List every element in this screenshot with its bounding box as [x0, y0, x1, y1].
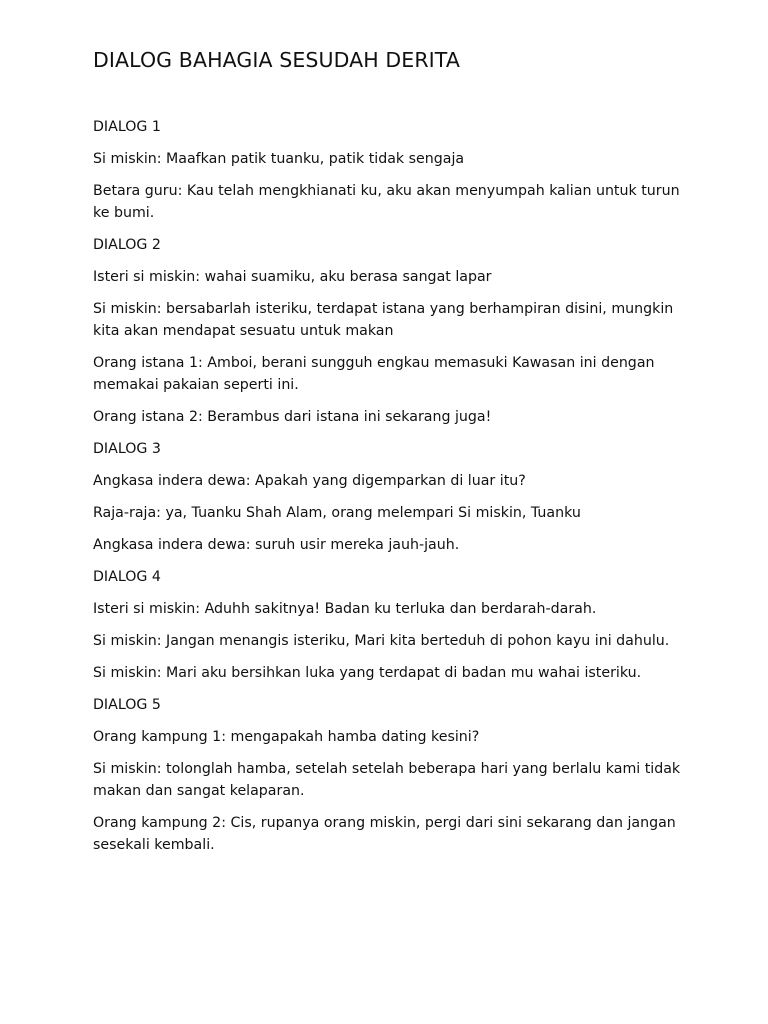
dialog-line: Si miskin: bersabarlah isteriku, terdapat istana yang berhampiran disini, mungkin kita akan mendapat sesuatu untuk makan [93, 301, 674, 339]
section-heading: DIALOG 1 [93, 119, 161, 135]
section-heading: DIALOG 5 [93, 697, 161, 713]
document-title: DIALOG BAHAGIA SESUDAH DERITA [93, 48, 460, 72]
dialog-section-5 [93, 694, 683, 856]
dialog-line: Orang kampung 2: Cis, rupanya orang miskin, pergi dari sini sekarang dan jangan sesekali kembali. [93, 815, 676, 853]
dialog-line: Si miskin: Jangan menangis isteriku, Mari kita berteduh di pohon kayu ini dahulu. [93, 633, 670, 649]
dialog-section-2 [93, 234, 683, 428]
dialog-line: Si miskin: Mari aku bersihkan luka yang terdapat di badan mu wahai isteriku. [93, 665, 642, 681]
section-heading: DIALOG 3 [93, 441, 161, 457]
dialog-line: Orang istana 1: Amboi, berani sungguh engkau memasuki Kawasan ini dengan memakai pakaian seperti ini. [93, 355, 655, 393]
dialog-line: Raja-raja: ya, Tuanku Shah Alam, orang melempari Si miskin, Tuanku [93, 505, 581, 521]
dialog-section-4 [93, 566, 683, 684]
dialog-line: Isteri si miskin: wahai suamiku, aku berasa sangat lapar [93, 269, 492, 285]
dialog-line: Orang istana 2: Berambus dari istana ini sekarang juga! [93, 409, 492, 425]
dialog-line: Angkasa indera dewa: Apakah yang digemparkan di luar itu? [93, 473, 526, 489]
dialog-line: Angkasa indera dewa: suruh usir mereka jauh-jauh. [93, 537, 460, 553]
dialog-line: Si miskin: tolonglah hamba, setelah setelah beberapa hari yang berlalu kami tidak makan dan sangat kelaparan. [93, 761, 681, 799]
dialog-line: Isteri si miskin: Aduhh sakitnya! Badan ku terluka dan berdarah-darah. [93, 601, 597, 617]
section-heading: DIALOG 4 [93, 569, 161, 585]
document-page [93, 46, 683, 866]
dialog-line: Si miskin: Maafkan patik tuanku, patik tidak sengaja [93, 151, 465, 167]
section-heading: DIALOG 2 [93, 237, 161, 253]
dialog-section-3 [93, 438, 683, 556]
dialog-line: Betara guru: Kau telah mengkhianati ku, aku akan menyumpah kalian untuk turun ke bumi. [93, 183, 680, 221]
dialog-section-1 [93, 116, 683, 224]
dialog-line: Orang kampung 1: mengapakah hamba dating kesini? [93, 729, 480, 745]
